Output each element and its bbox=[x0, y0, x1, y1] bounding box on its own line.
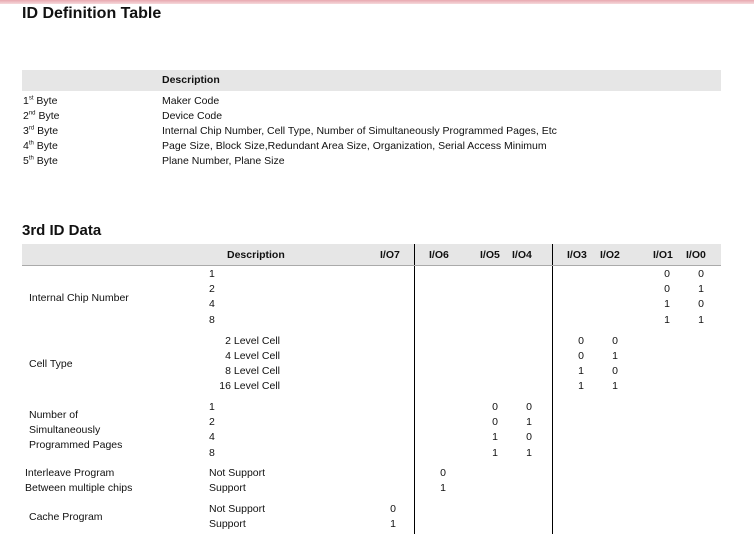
cell-type-label: Cell Type bbox=[29, 358, 73, 370]
cell-type-value: 2 Level Cell bbox=[225, 335, 280, 347]
id-row-1-byte: 1st Byte bbox=[23, 95, 58, 107]
col-io5: I/O5 bbox=[480, 249, 500, 261]
cache-value: Support bbox=[209, 518, 246, 530]
cell-io2-bit: 1 bbox=[612, 350, 618, 362]
pages-io5-bit: 1 bbox=[492, 431, 498, 443]
chip-io1-bit: 1 bbox=[664, 298, 670, 310]
chip-io0-bit: 0 bbox=[698, 268, 704, 280]
chip-value: 2 bbox=[209, 283, 215, 295]
divider-io7-io6 bbox=[414, 244, 415, 534]
pages-io5-bit: 0 bbox=[492, 416, 498, 428]
id-row-4-desc: Page Size, Block Size,Redundant Area Size, Organization, Serial Access Minimum bbox=[162, 140, 547, 152]
divider-io4-io3 bbox=[552, 244, 553, 534]
cell-io3-bit: 1 bbox=[578, 365, 584, 377]
col-io6: I/O6 bbox=[429, 249, 449, 261]
col-io4: I/O4 bbox=[512, 249, 532, 261]
cache-io7-bit: 0 bbox=[390, 503, 396, 515]
pages-value: 8 bbox=[209, 447, 215, 459]
col-description: Description bbox=[227, 249, 285, 261]
cache-io7-bit: 1 bbox=[390, 518, 396, 530]
pages-io5-bit: 1 bbox=[492, 447, 498, 459]
id-row-4-byte: 4th Byte bbox=[23, 140, 58, 152]
pages-value: 1 bbox=[209, 401, 215, 413]
cell-io3-bit: 0 bbox=[578, 335, 584, 347]
cell-type-value: 4 Level Cell bbox=[225, 350, 280, 362]
cell-io2-bit: 0 bbox=[612, 335, 618, 347]
id-row-3-byte: 3rd Byte bbox=[23, 125, 59, 137]
id-row-3-desc: Internal Chip Number, Cell Type, Number of Simultaneously Programmed Pages, Etc bbox=[162, 125, 557, 137]
pages-io5-bit: 0 bbox=[492, 401, 498, 413]
chip-value: 1 bbox=[209, 268, 215, 280]
page-title: ID Definition Table bbox=[22, 5, 162, 22]
pages-value: 4 bbox=[209, 431, 215, 443]
cell-type-value: 16 Level Cell bbox=[219, 380, 280, 392]
col-io2: I/O2 bbox=[600, 249, 620, 261]
interleave-label-line: Between multiple chips bbox=[25, 482, 133, 494]
interleave-io6-bit: 1 bbox=[440, 482, 446, 494]
cell-io2-bit: 1 bbox=[612, 380, 618, 392]
data-table-header bbox=[22, 244, 721, 265]
id-row-5-byte: 5th Byte bbox=[23, 155, 58, 167]
col-io3: I/O3 bbox=[567, 249, 587, 261]
cell-io3-bit: 0 bbox=[578, 350, 584, 362]
pages-io4-bit: 0 bbox=[526, 431, 532, 443]
section-title-3rd-id: 3rd ID Data bbox=[22, 222, 102, 239]
pages-io4-bit: 0 bbox=[526, 401, 532, 413]
pages-io4-bit: 1 bbox=[526, 447, 532, 459]
pages-io4-bit: 1 bbox=[526, 416, 532, 428]
col-io0: I/O0 bbox=[686, 249, 706, 261]
chip-io1-bit: 1 bbox=[664, 314, 670, 326]
pages-value: 2 bbox=[209, 416, 215, 428]
pages-label-line: Number of bbox=[29, 409, 79, 421]
id-row-5-desc: Plane Number, Plane Size bbox=[162, 155, 285, 167]
chip-io0-bit: 1 bbox=[698, 283, 704, 295]
cell-type-value: 8 Level Cell bbox=[225, 365, 280, 377]
id-row-2-byte: 2nd Byte bbox=[23, 110, 60, 122]
col-io7: I/O7 bbox=[380, 249, 400, 261]
chip-io0-bit: 1 bbox=[698, 314, 704, 326]
interleave-value: Not Support bbox=[209, 467, 266, 479]
cell-io3-bit: 1 bbox=[578, 380, 584, 392]
header-rule bbox=[22, 265, 721, 266]
id-table-description-header: Description bbox=[162, 74, 220, 86]
cell-io2-bit: 0 bbox=[612, 365, 618, 377]
chip-number-label: Internal Chip Number bbox=[29, 292, 129, 304]
chip-io1-bit: 0 bbox=[664, 268, 670, 280]
chip-value: 8 bbox=[209, 314, 215, 326]
chip-value: 4 bbox=[209, 298, 215, 310]
id-row-1-desc: Maker Code bbox=[162, 95, 220, 107]
id-row-2-desc: Device Code bbox=[162, 110, 223, 122]
pages-label-line: Programmed Pages bbox=[29, 439, 123, 451]
top-border bbox=[0, 0, 754, 4]
col-io1: I/O1 bbox=[653, 249, 673, 261]
pages-label-line: Simultaneously bbox=[29, 424, 101, 436]
interleave-label-line: Interleave Program bbox=[25, 467, 115, 479]
chip-io0-bit: 0 bbox=[698, 298, 704, 310]
id-table-header bbox=[22, 70, 721, 91]
interleave-value: Support bbox=[209, 482, 246, 494]
cache-value: Not Support bbox=[209, 503, 266, 515]
cache-program-label: Cache Program bbox=[29, 511, 103, 523]
interleave-io6-bit: 0 bbox=[440, 467, 446, 479]
chip-io1-bit: 0 bbox=[664, 283, 670, 295]
